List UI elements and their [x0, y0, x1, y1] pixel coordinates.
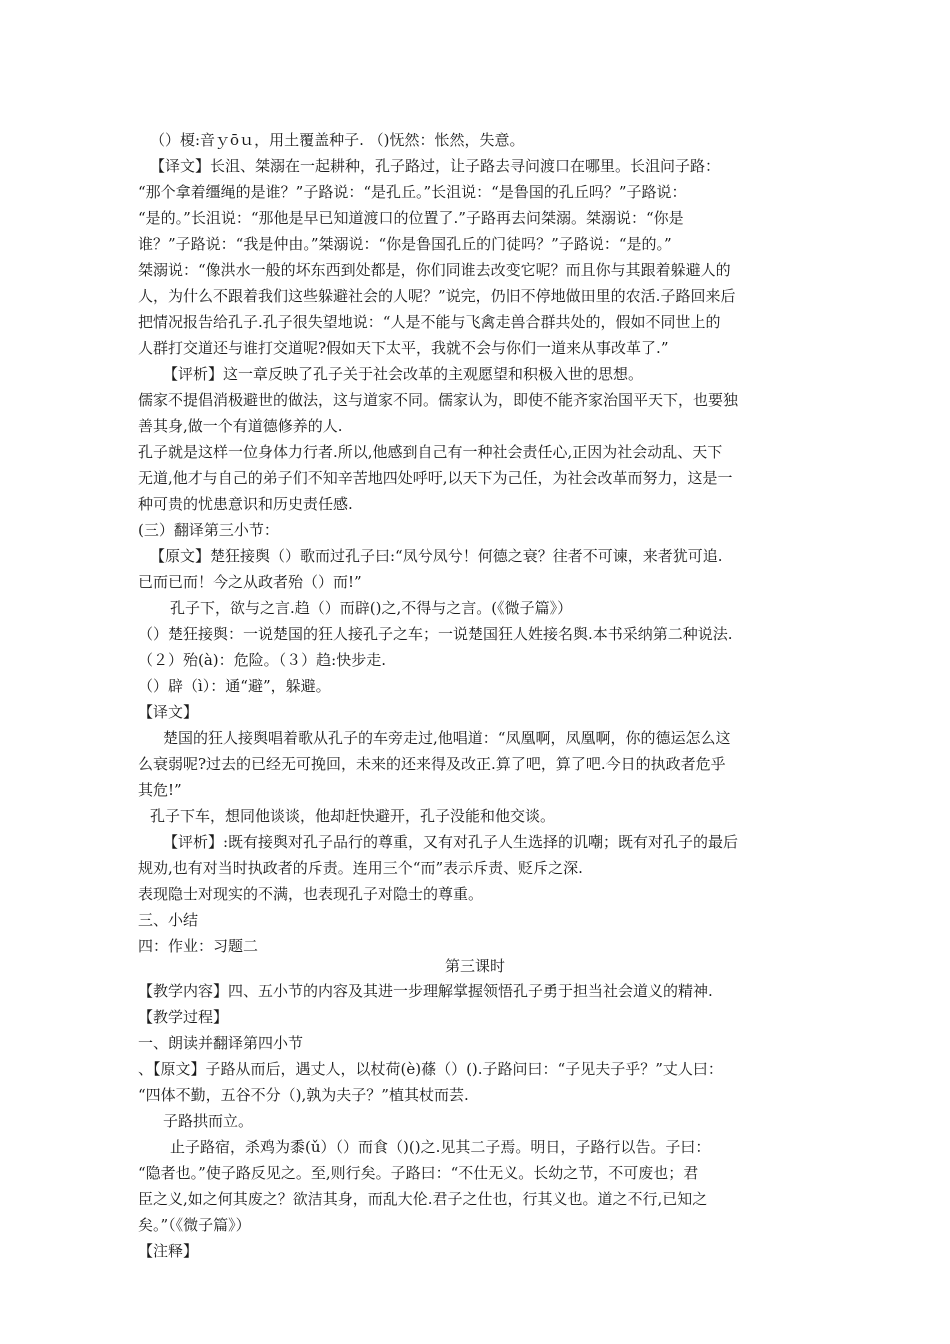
text-line: 规劝,也有对当时执政者的斥责。连用三个“而”表示斥责、贬斥之深.: [138, 859, 583, 877]
text-line: 矣。”（《微子篇》）: [138, 1216, 251, 1234]
text-line: 无道,他才与自己的弟子们不知辛苦地四处呼吁,以天下为己任，为社会改革而努力，这是一: [138, 469, 733, 487]
text-line: “是的。”长沮说：“那他是早已知道渡口的位置了.”子路再去问桀溺。桀溺说：“你是: [138, 209, 684, 227]
section-heading: 【教学过程】: [138, 1008, 229, 1026]
section-heading: (三）翻译第三小节：: [138, 521, 279, 539]
text-line: 【评析】:既有接舆对孔子品行的尊重，又有对孔子人生选择的讥嘲；既有对孔子的最后: [163, 833, 739, 851]
text-line: 种可贵的忧患意识和历史责任感.: [138, 495, 353, 513]
section-heading: 三、小结: [138, 911, 199, 929]
text-line: （）楚狂接舆：一说楚国的狂人接孔子之车；一说楚国狂人姓接名舆.本书采纳第二种说法.: [138, 625, 733, 643]
text-line: 么衰弱呢?过去的已经无可挽回，未来的还来得及改正.算了吧，算了吧.今日的执政者危乎: [138, 755, 726, 773]
text-line: 楚国的狂人接舆唱着歌从孔子的车旁走过,他唱道：“凤凰啊，凤凰啊，你的德运怎么这: [163, 729, 731, 747]
text-line: 【译文】: [138, 703, 199, 721]
text-line: “四体不勤，五谷不分（),孰为夫子？”植其杖而芸.: [138, 1086, 469, 1104]
text-line: 、【原文】子路从而后，遇丈人，以杖荷(è)蓧（）().子路问曰：“子见夫子乎？”丈人曰：: [138, 1060, 723, 1078]
lesson-heading: 第三课时: [444, 957, 505, 975]
text-line: 其危!”: [138, 781, 182, 799]
text-line: “那个拿着缰绳的是谁？”子路说：“是孔丘。”长沮说：“是鲁国的孔丘吗？”子路说：: [138, 183, 687, 201]
text-line: 【教学内容】四、五小节的内容及其进一步理解掌握领悟孔子勇于担当社会道义的精神.: [138, 982, 713, 1000]
text-line: （）榎:音ｙōｕ，用土覆盖种子. （)怃然：怅然，失意。: [150, 131, 525, 149]
text-line: 已而已而！今之从政者殆（）而!”: [138, 573, 362, 591]
text-line: （２）殆(à)：危险。（３）趋:快步走.: [138, 651, 386, 669]
text-line: 人，为什么不跟着我们这些躲避社会的人呢？”说完，仍旧不停地做田里的农活.子路回来后: [138, 287, 736, 305]
text-line: 【评析】这一章反映了孔子关于社会改革的主观愿望和积极入世的思想。: [163, 365, 644, 383]
text-line: 表现隐士对现实的不满，也表现孔子对隐士的尊重。: [138, 885, 484, 903]
text-line: 谁？”子路说：“我是仲由。”桀溺说：“你是鲁国孔丘的门徒吗？”子路说：“是的。”: [138, 235, 672, 253]
text-line: 【译文】长沮、桀溺在一起耕种，孔子路过，让子路去寻问渡口在哪里。长沮问子路：: [150, 157, 721, 175]
text-line: 人群打交道还与谁打交道呢?假如天下太平，我就不会与你们一道来从事改革了.”: [138, 339, 669, 357]
text-line: 止子路宿，杀鸡为黍(ǔ）（）而食（)()之.见其二子焉。明日，子路行以告。子曰：: [170, 1138, 711, 1156]
section-heading: 【注释】: [138, 1242, 199, 1260]
text-line: 【原文】楚狂接舆（）歌而过孔子曰:“凤兮凤兮！何德之衰？往者不可谏，来者犹可追.: [150, 547, 723, 565]
text-line: 孔子下车，想同他谈谈，他却赶快避开，孔子没能和他交谈。: [150, 807, 556, 825]
text-line: 孔子下，欲与之言.趋（）而辟()之,不得与之言。(《微子篇》）: [170, 599, 573, 617]
text-line: 善其身,做一个有道德修养的人.: [138, 417, 343, 435]
text-line: 桀溺说：“像洪水一般的坏东西到处都是，你们同谁去改变它呢？而且你与其跟着躲避人的: [138, 261, 731, 279]
text-line: （）辟（ì）：通“避”，躲避。: [138, 677, 331, 695]
text-line: 臣之义,如之何其废之？欲洁其身，而乱大伦.君子之仕也，行其义也。道之不行,已知之: [138, 1190, 708, 1208]
text-line: 儒家不提倡消极避世的做法，这与道家不同。儒家认为，即使不能齐家治国平天下，也要独: [138, 391, 739, 409]
section-heading: 四：作业：习题二: [138, 937, 259, 955]
text-line: “隐者也。”使子路反见之。至,则行矣。子路曰：“不仕无义。长幼之节，不可废也；君: [138, 1164, 699, 1182]
section-heading: 一、朗读并翻译第四小节: [138, 1034, 304, 1052]
text-line: 把情况报告给孔子.孔子很失望地说：“人是不能与飞禽走兽合群共处的，假如不同世上的: [138, 313, 721, 331]
text-line: 孔子就是这样一位身体力行者.所以,他感到自己有一种社会责任心,正因为社会动乱、天下: [138, 443, 723, 461]
text-line: 子路拱而立。: [163, 1112, 254, 1130]
